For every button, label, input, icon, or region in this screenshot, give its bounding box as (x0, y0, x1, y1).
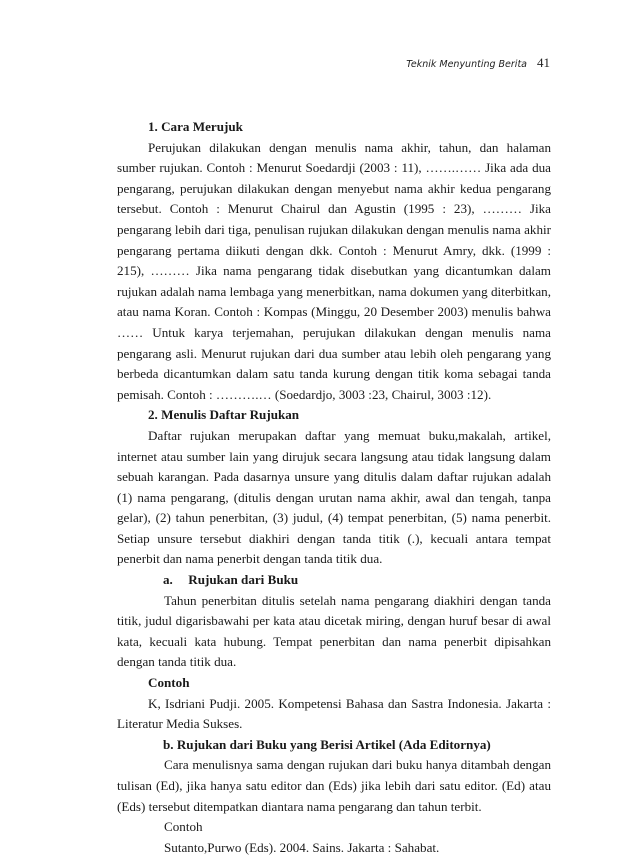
subsection-a-title: Rujukan dari Buku (188, 572, 299, 588)
subsection-b-example: Sutanto,Purwo (Eds). 2004. Sains. Jakarta : Sahabat. (164, 839, 440, 855)
subsection-a-example: K, Isdriani Pudji. 2005. Kompetensi Bahasa dan Sastra Indonesia. Jakarta : Literatur Media Sukses. (117, 695, 551, 732)
subsection-a-heading (117, 570, 551, 591)
page-number: 41 (537, 55, 550, 70)
section-1-body: Perujukan dilakukan dengan menulis nama akhir, tahun, dan halaman sumber rujukan. Contoh : Menurut Soedardji (2003 : 11), …….…… Jika ada dua pengarang, perujukan dilakukan dengan menyebut nama akhir kedua pengarang tersebut. Contoh : Menurut Chairul dan Agustin (1995 : 23), ……… Jika pengarang lebih dari tiga, penulisan rujukan dilakukan dengan menulis nama akhir pengarang pertama diikuti dengan dkk. Contoh : Menurut Amry, dkk. (1999 : 215), ……… Jika nama pengarang tidak disebutkan yang dicantumkan dalam rujukan adalah nama lembaga yang menerbitkan, nama dokumen yang diterbitkan, atau nama Koran. Contoh : Kompas (Minggu, 20 Desember 2003) menulis bahwa …… Untuk karya terjemahan, perujukan dilakukan dengan menulis nama pengarang asli. Menurut rujukan dari dua sumber atau lebih oleh pengarang yang berbeda dicantumkan dalam satu tanda kurung dengan titik koma sebagai tanda pemisah. Contoh : ……….… (Soedardjo, 3003 :23, Chairul, 3003 :12). (117, 139, 551, 402)
subsection-b-example-label: Contoh (164, 819, 203, 835)
section-2-body: Daftar rujukan merupakan daftar yang memuat buku,makalah, artikel, internet atau sumber lain yang dirujuk secara langsung atau tidak langsung dalam sebuah karangan. Pada dasarnya unsure yang ditulis dalam daftar rujukan adalah (1) nama pengarang, (ditulis dengan urutan nama akhir, awal dan tengah, tanpa gelar), (2) tahun penerbitan, (3) judul, (4) tempat penerbitan, (5) nama penerbit. Setiap unsure tersebut diakhiri dengan tanda titik (.), kecuali antara tempat penerbit dan nama penerbit dengan tanda titik dua. (117, 427, 551, 567)
subsection-a-example-label: Contoh (148, 675, 190, 691)
subsection-a-body: Tahun penerbitan ditulis setelah nama pengarang diakhiri dengan tanda titik, judul digarisbawahi per kata atau dicetak miring, dengan huruf besar di awal kata, kecuali kata hubung. Tempat penerbitan dan nama penerbit dipisahkan dengan tanda titik dua. (117, 592, 551, 670)
subsection-a-label: a. (163, 572, 173, 588)
subsection-b-heading: b. Rujukan dari Buku yang Berisi Artikel (Ada Editornya) (163, 736, 491, 752)
page-content (117, 117, 551, 858)
running-header (406, 55, 550, 71)
running-title: Teknik Menyunting Berita (406, 59, 527, 70)
subsection-b-body: Cara menulisnya sama dengan rujukan dari buku hanya ditambah dengan tulisan (Ed), jika hanya satu editor dan (Eds) jika lebih dari satu editor. (Ed) atau (Eds) tersebut ditempatkan diantara nama pengarang dan tahun terbit. (117, 757, 551, 814)
section-2-heading: 2. Menulis Daftar Rujukan (148, 407, 300, 423)
section-1-heading: 1. Cara Merujuk (148, 119, 243, 134)
